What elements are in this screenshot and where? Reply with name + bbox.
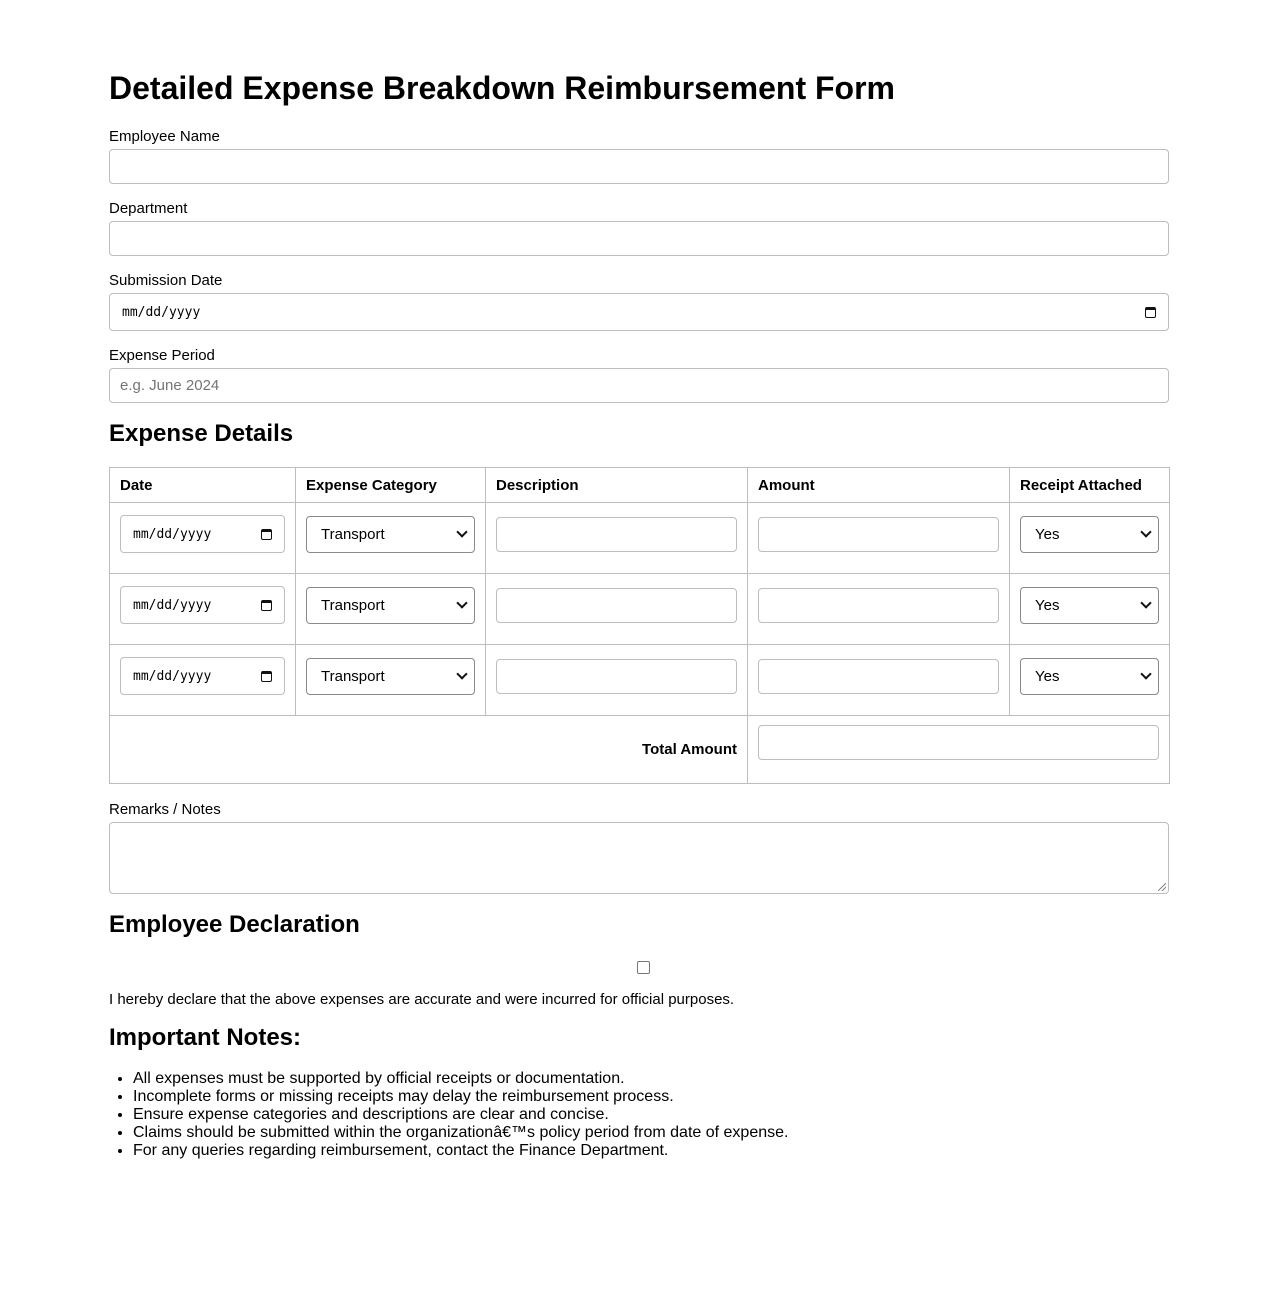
calendar-icon[interactable]: [261, 529, 272, 540]
receipt-select[interactable]: [1020, 587, 1159, 624]
receipt-select[interactable]: [1020, 516, 1159, 553]
calendar-icon[interactable]: [1145, 307, 1156, 318]
category-select[interactable]: [306, 658, 475, 695]
expense-period-label: Expense Period: [109, 347, 215, 364]
list-item: • For any queries regarding reimbursement, contact the Finance Department.: [133, 1142, 788, 1160]
amount-cell: [748, 574, 1010, 645]
declaration-checkbox[interactable]: [637, 961, 650, 974]
calendar-icon[interactable]: [261, 671, 272, 682]
column-header-category: Expense Category: [296, 468, 486, 503]
receipt-cell: [1010, 645, 1170, 716]
list-item: • Claims should be submitted within the organizationâ€™s policy period from date of expense.: [133, 1124, 788, 1142]
date-placeholder: mm/dd/yyyy: [133, 668, 212, 684]
expense-table: [109, 467, 1170, 784]
list-item: • All expenses must be supported by official receipts or documentation.: [133, 1070, 788, 1088]
date-cell: [110, 574, 296, 645]
column-header-amount: Amount: [748, 468, 1010, 503]
date-placeholder: mm/dd/yyyy: [133, 597, 212, 613]
declaration-text: I hereby declare that the above expenses are accurate and were incurred for official purposes.: [109, 991, 735, 1008]
receipt-value: Yes: [1035, 667, 1060, 685]
date-cell: [110, 645, 296, 716]
expense-period-input[interactable]: e.g. June 2024: [109, 368, 1169, 403]
department-label: Department: [109, 200, 188, 217]
chevron-down-icon: [456, 597, 467, 608]
category-value: Transport: [321, 525, 385, 543]
important-notes-list: [109, 1070, 788, 1160]
page-title: Detailed Expense Breakdown Reimbursement Form: [109, 70, 895, 106]
expense-date-input[interactable]: [120, 515, 285, 553]
receipt-value: Yes: [1035, 596, 1060, 614]
description-cell: [486, 645, 748, 716]
category-select[interactable]: [306, 516, 475, 553]
description-cell: [486, 574, 748, 645]
amount-input[interactable]: [758, 659, 999, 694]
receipt-value: Yes: [1035, 525, 1060, 543]
column-header-receipt: Receipt Attached: [1010, 468, 1170, 503]
submission-date-label: Submission Date: [109, 272, 223, 289]
description-input[interactable]: [496, 517, 737, 552]
important-notes-heading: Important Notes:: [109, 1024, 301, 1051]
column-header-date: Date: [110, 468, 296, 503]
total-amount-input[interactable]: [758, 725, 1159, 760]
expense-details-heading: Expense Details: [109, 420, 294, 447]
date-cell: [110, 503, 296, 574]
receipt-select[interactable]: [1020, 658, 1159, 695]
chevron-down-icon: [456, 668, 467, 679]
employee-name-input[interactable]: [109, 149, 1169, 184]
column-header-description: Description: [486, 468, 748, 503]
category-value: Transport: [321, 667, 385, 685]
total-amount-label: Total Amount: [110, 716, 748, 784]
table-row: [110, 574, 1170, 645]
table-row: [110, 503, 1170, 574]
expense-date-input[interactable]: [120, 657, 285, 695]
category-value: Transport: [321, 596, 385, 614]
chevron-down-icon: [1140, 526, 1151, 537]
category-cell: [296, 574, 486, 645]
submission-date-placeholder: mm/dd/yyyy: [122, 304, 201, 320]
remarks-textarea[interactable]: [109, 822, 1169, 894]
amount-input[interactable]: [758, 588, 999, 623]
submission-date-input[interactable]: [109, 293, 1169, 331]
date-placeholder: mm/dd/yyyy: [133, 526, 212, 542]
total-cell: [748, 716, 1170, 784]
category-select[interactable]: [306, 587, 475, 624]
expense-date-input[interactable]: [120, 586, 285, 624]
total-row: [110, 716, 1170, 784]
amount-cell: [748, 503, 1010, 574]
department-input[interactable]: [109, 221, 1169, 256]
receipt-cell: [1010, 574, 1170, 645]
list-item: • Incomplete forms or missing receipts may delay the reimbursement process.: [133, 1088, 788, 1106]
amount-input[interactable]: [758, 517, 999, 552]
description-input[interactable]: [496, 659, 737, 694]
resize-handle-icon[interactable]: [1158, 883, 1166, 891]
receipt-cell: [1010, 503, 1170, 574]
description-input[interactable]: [496, 588, 737, 623]
category-cell: [296, 645, 486, 716]
category-cell: [296, 503, 486, 574]
table-row: [110, 645, 1170, 716]
description-cell: [486, 503, 748, 574]
list-item: • Ensure expense categories and descriptions are clear and concise.: [133, 1106, 788, 1124]
declaration-heading: Employee Declaration: [109, 911, 360, 938]
chevron-down-icon: [1140, 597, 1151, 608]
remarks-label: Remarks / Notes: [109, 801, 221, 818]
amount-cell: [748, 645, 1010, 716]
calendar-icon[interactable]: [261, 600, 272, 611]
chevron-down-icon: [1140, 668, 1151, 679]
employee-name-label: Employee Name: [109, 128, 220, 145]
chevron-down-icon: [456, 526, 467, 537]
table-header-row: [110, 468, 1170, 503]
